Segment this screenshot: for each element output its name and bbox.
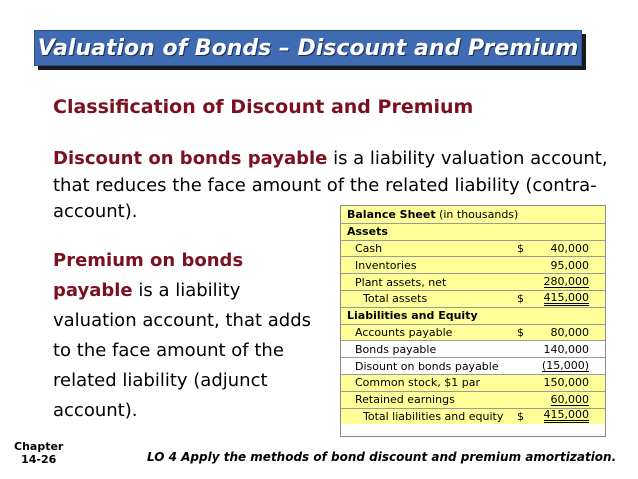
balance-sheet-note: (in thousands) — [435, 207, 519, 221]
table-row — [341, 340, 605, 357]
slide-title: Valuation of Bonds – Discount and Premium — [37, 35, 579, 61]
row-amount: 60,000 — [550, 392, 589, 406]
table-row — [341, 240, 605, 257]
row-label: Common stock, $1 par — [355, 376, 480, 390]
table-row — [341, 273, 605, 290]
row-label: Total assets — [363, 292, 428, 306]
table-row — [341, 290, 605, 307]
row-currency: $ — [517, 325, 524, 339]
row-amount: 415,000 — [543, 290, 589, 304]
liabilities-heading-row — [341, 307, 605, 324]
balance-sheet-header — [341, 206, 605, 223]
row-label: Disount on bonds payable — [355, 359, 499, 373]
row-label: Total liabilities and equity — [363, 409, 504, 423]
table-row — [341, 357, 605, 374]
row-amount: 150,000 — [543, 376, 589, 390]
chapter-line1: Chapter — [14, 440, 64, 453]
premium-term: Premium on bonds payable — [53, 250, 244, 301]
table-row — [341, 391, 605, 408]
row-amount: 140,000 — [543, 342, 589, 356]
row-currency: $ — [517, 241, 524, 255]
table-row — [341, 374, 605, 391]
discount-text: is a liability valuation account, that reduces the face amount of the related liability (contra-account). — [53, 148, 608, 222]
assets-heading: Assets — [347, 225, 388, 239]
row-amount: 80,000 — [550, 325, 589, 339]
liabilities-heading: Liabilities and Equity — [347, 309, 478, 323]
row-amount: 280,000 — [543, 275, 589, 289]
row-label: Bonds payable — [355, 342, 437, 356]
row-amount: 415,000 — [543, 408, 589, 422]
row-amount: (15,000) — [541, 359, 589, 373]
assets-heading-row — [341, 223, 605, 240]
row-label: Retained earnings — [355, 393, 455, 407]
row-currency: $ — [517, 292, 524, 306]
slide-subtitle: Classification of Discount and Premium — [53, 96, 474, 118]
table-row — [341, 408, 605, 425]
row-currency: $ — [517, 409, 524, 423]
balance-sheet-table — [340, 205, 606, 437]
row-label: Inventories — [355, 258, 417, 272]
row-amount: 95,000 — [550, 258, 589, 272]
title-bar — [34, 30, 582, 66]
row-amount: 40,000 — [550, 241, 589, 255]
premium-text: is a liability valuation account, that adds to the face amount of the related liability (adjunct account). — [53, 280, 312, 421]
chapter-label — [14, 440, 63, 466]
row-label: Cash — [355, 241, 383, 255]
discount-term: Discount on bonds payable — [53, 148, 328, 169]
premium-paragraph — [53, 246, 321, 426]
learning-objective-footer: LO 4 Apply the methods of bond discount and premium amortization. — [147, 450, 617, 464]
balance-sheet-title: Balance Sheet — [347, 207, 436, 221]
table-row — [341, 256, 605, 273]
row-label: Accounts payable — [355, 325, 453, 339]
table-row — [341, 324, 605, 341]
row-label: Plant assets, net — [355, 275, 447, 289]
chapter-line2: 14-26 — [21, 453, 57, 466]
